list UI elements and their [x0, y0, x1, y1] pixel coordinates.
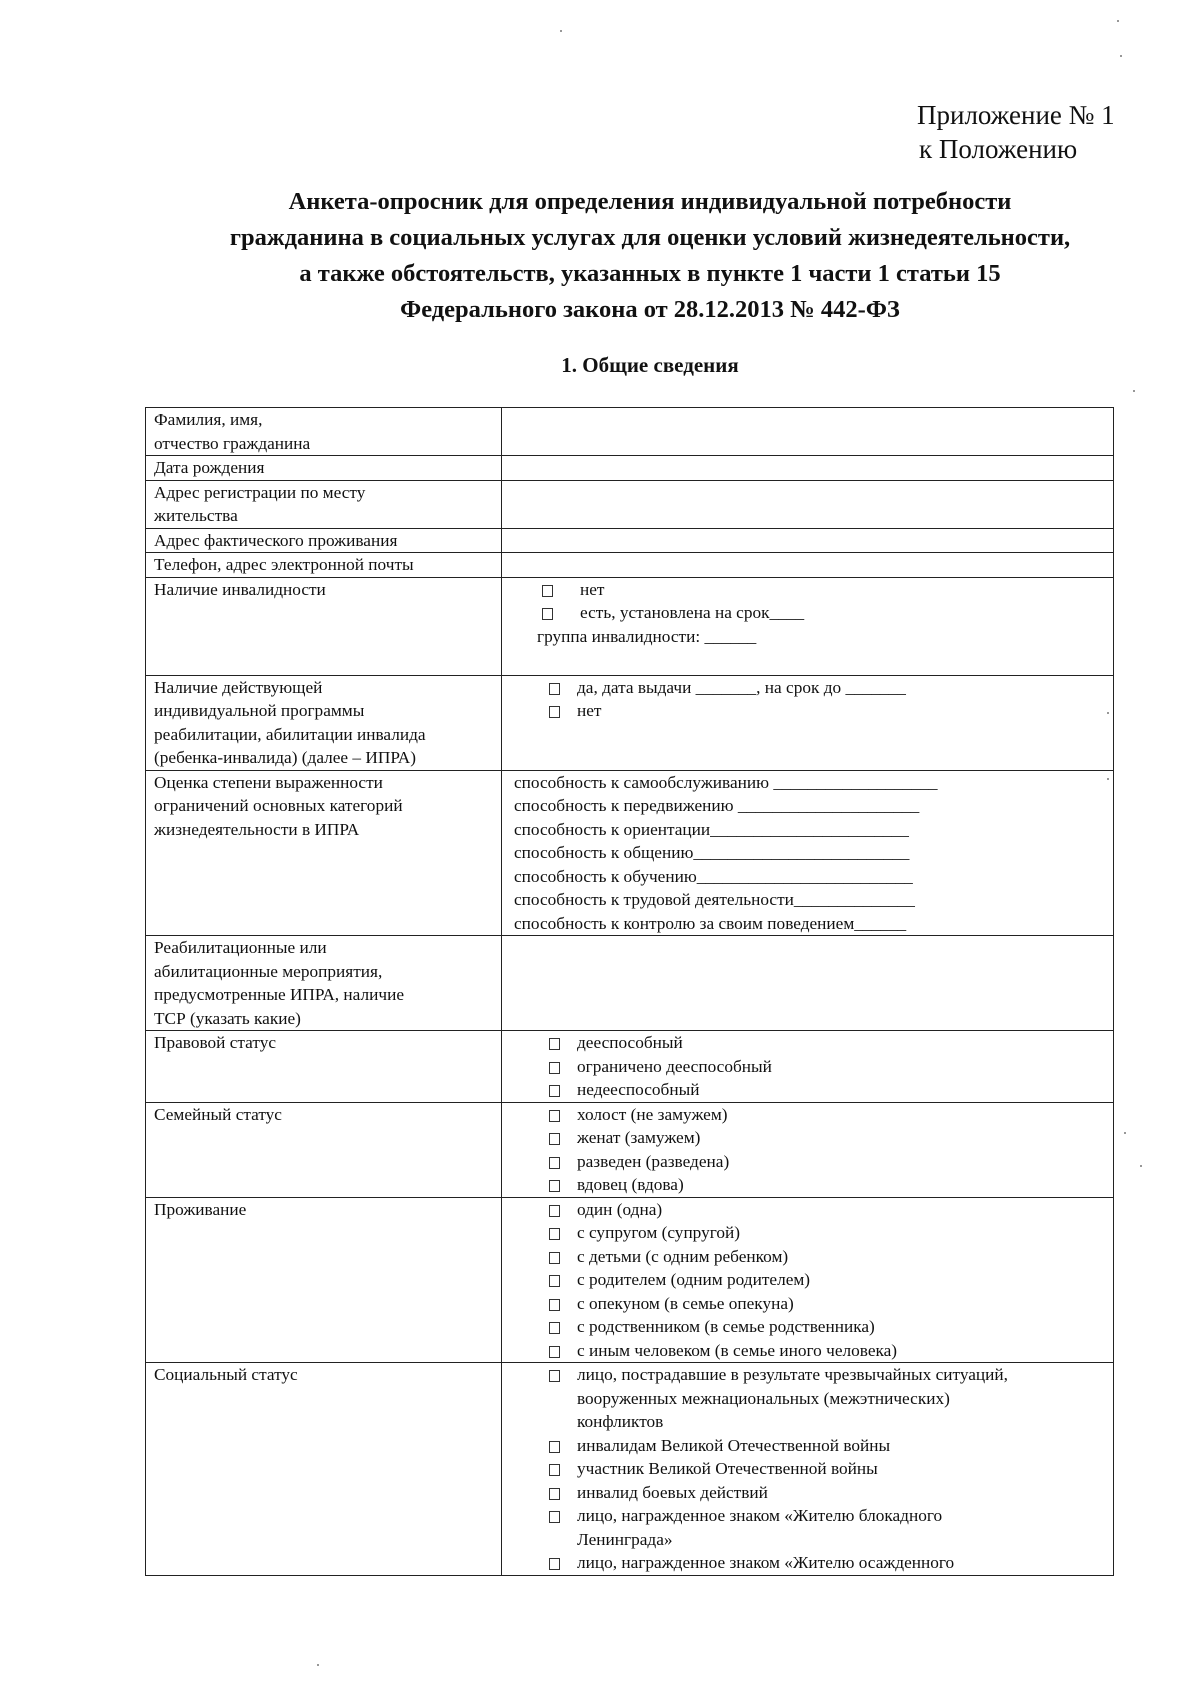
option-ipra-no[interactable]: нет: [549, 699, 1105, 723]
label-ipra-line-1: Наличие действующей: [154, 677, 323, 697]
label-actual-address: Адрес фактического проживания: [146, 528, 502, 553]
scan-speck: [1107, 712, 1109, 714]
option-social-besieged-city[interactable]: лицо, награжденное знаком «Жителю осажденного: [549, 1551, 1105, 1575]
title-line-4: Федерального закона от 28.12.2013 № 442-ФЗ: [400, 296, 900, 323]
checkbox-icon[interactable]: [549, 1558, 560, 1570]
appendix-note: [917, 98, 1115, 166]
label-ipra-line-2: индивидуальной программы: [154, 701, 365, 720]
checkbox-icon[interactable]: [549, 1205, 560, 1217]
checkbox-icon[interactable]: [549, 1299, 560, 1311]
option-ipra-yes[interactable]: да, дата выдачи _______, на срок до _______: [549, 676, 1105, 700]
label-ipra-line-3: реабилитации, абилитации инвалида: [154, 724, 426, 744]
title-line-3: а также обстоятельств, указанных в пункте 1 части 1 статьи 15: [299, 260, 1001, 287]
option-legal-capable[interactable]: дееспособный: [549, 1031, 1105, 1055]
scan-speck: [1107, 778, 1109, 780]
field-family-status: [502, 1102, 1114, 1197]
label-assess-line-3: жизнедеятельности в ИПРА: [154, 819, 360, 839]
option-social-combat-disabled[interactable]: инвалид боевых действий: [549, 1481, 1105, 1505]
label-phone-email: Телефон, адрес электронной почты: [146, 553, 502, 578]
option-living-parent[interactable]: с родителем (одним родителем): [549, 1268, 1105, 1292]
label-reg-line-1: Адрес регистрации по месту: [154, 482, 366, 502]
label-assess-line-1: Оценка степени выраженности: [154, 772, 383, 792]
checkbox-icon[interactable]: [549, 1322, 560, 1334]
checkbox-icon[interactable]: [549, 1275, 560, 1287]
ability-self-care[interactable]: способность к самообслуживанию ___________________: [514, 772, 938, 792]
field-birth-date[interactable]: [502, 456, 1114, 481]
field-living: [502, 1197, 1114, 1363]
option-social-leningrad-siege[interactable]: лицо, награжденное знаком «Жителю блокадного Ленинграда»: [549, 1504, 1105, 1551]
row-fio: [146, 408, 1114, 456]
ability-orientation[interactable]: способность к ориентации_______________________: [514, 819, 909, 839]
general-info-table: [145, 407, 1114, 1576]
ability-communication[interactable]: способность к общению_________________________: [514, 843, 910, 862]
label-limitation-assessment: [146, 770, 502, 936]
scan-speck: [317, 1664, 319, 1666]
field-social-status: [502, 1363, 1114, 1576]
checkbox-icon[interactable]: [549, 1488, 560, 1500]
checkbox-icon[interactable]: [549, 1110, 560, 1122]
label-family-status: Семейный статус: [146, 1102, 502, 1197]
row-legal-status: [146, 1031, 1114, 1103]
label-birth-date: Дата рождения: [146, 456, 502, 481]
document-title: [130, 184, 1170, 328]
row-social-status: [146, 1363, 1114, 1576]
scan-speck: [560, 30, 562, 32]
appendix-line-2: к Положению: [919, 134, 1078, 164]
option-family-married[interactable]: женат (замужем): [549, 1126, 1105, 1150]
label-fio-line-2: отчество гражданина: [154, 433, 311, 453]
label-social-status: Социальный статус: [146, 1363, 502, 1576]
row-family-status: [146, 1102, 1114, 1197]
label-legal-status: Правовой статус: [146, 1031, 502, 1103]
checkbox-icon[interactable]: [549, 1346, 560, 1358]
row-limitation-assessment: [146, 770, 1114, 936]
option-disability-no[interactable]: нет: [542, 578, 1105, 602]
option-living-other[interactable]: с иным человеком (в семье иного человека): [549, 1339, 1105, 1363]
checkbox-icon[interactable]: [549, 1464, 560, 1476]
row-actual-address: [146, 528, 1114, 553]
ability-movement[interactable]: способность к передвижению _____________________: [514, 796, 920, 815]
option-social-emergency-victim[interactable]: лицо, пострадавшие в результате чрезвычайных ситуаций, вооруженных межнациональных (межэтнических) конфликтов: [549, 1363, 1105, 1434]
option-living-alone[interactable]: один (одна): [549, 1198, 1105, 1222]
field-ipra: [502, 675, 1114, 770]
row-phone-email: [146, 553, 1114, 578]
section-title: 1. Общие сведения: [561, 353, 739, 377]
field-phone-email[interactable]: [502, 553, 1114, 578]
checkbox-icon[interactable]: [549, 683, 560, 695]
row-disability: [146, 577, 1114, 675]
label-ipra: [146, 675, 502, 770]
field-fio[interactable]: [502, 408, 1114, 456]
field-legal-status: [502, 1031, 1114, 1103]
disability-group: группа инвалидности: ______: [537, 626, 757, 646]
label-assess-line-2: ограничений основных категорий: [154, 796, 403, 815]
field-rehabilitation[interactable]: [502, 936, 1114, 1031]
row-birth-date: [146, 456, 1114, 481]
checkbox-icon[interactable]: [549, 1228, 560, 1240]
option-disability-yes[interactable]: есть, установлена на срок____: [542, 601, 1105, 625]
checkbox-icon[interactable]: [549, 1441, 560, 1453]
scan-speck: [1140, 1165, 1142, 1167]
checkbox-icon[interactable]: [549, 1180, 560, 1192]
ability-behavior-control[interactable]: способность к контролю за своим поведением______: [514, 913, 907, 933]
checkbox-icon[interactable]: [542, 585, 553, 597]
scan-speck: [1133, 390, 1135, 392]
label-disability: Наличие инвалидности: [146, 577, 502, 675]
checkbox-icon[interactable]: [549, 1062, 560, 1074]
label-registration-address: [146, 480, 502, 528]
ability-learning[interactable]: способность к обучению_________________________: [514, 866, 913, 886]
checkbox-icon[interactable]: [542, 608, 553, 620]
option-living-guardian[interactable]: с опекуном (в семье опекуна): [549, 1292, 1105, 1316]
label-rehab-line-1: Реабилитационные или: [154, 938, 327, 957]
field-registration-address[interactable]: [502, 480, 1114, 528]
field-limitation-assessment: [502, 770, 1114, 936]
option-living-relative[interactable]: с родственником (в семье родственника): [549, 1315, 1105, 1339]
field-actual-address[interactable]: [502, 528, 1114, 553]
row-living: [146, 1197, 1114, 1363]
label-fio-line-1: Фамилия, имя,: [154, 410, 263, 429]
row-rehabilitation: [146, 936, 1114, 1031]
label-rehab-line-4: ТСР (указать какие): [154, 1008, 301, 1028]
label-rehabilitation: [146, 936, 502, 1031]
scan-speck: [1120, 55, 1122, 57]
appendix-line-1: Приложение № 1: [917, 100, 1115, 130]
checkbox-icon[interactable]: [549, 1085, 560, 1097]
option-legal-limited[interactable]: ограничено дееспособный: [549, 1055, 1105, 1079]
option-living-spouse[interactable]: с супругом (супругой): [549, 1221, 1105, 1245]
option-living-children[interactable]: с детьми (с одним ребенком): [549, 1245, 1105, 1269]
checkbox-icon[interactable]: [549, 1133, 560, 1145]
checkbox-icon[interactable]: [549, 1370, 560, 1382]
option-social-wwii-participant[interactable]: участник Великой Отечественной войны: [549, 1457, 1105, 1481]
option-family-divorced[interactable]: разведен (разведена): [549, 1150, 1105, 1174]
label-reg-line-2: жительства: [154, 506, 238, 525]
option-social-wwii-disabled[interactable]: инвалидам Великой Отечественной войны: [549, 1434, 1105, 1458]
option-legal-incapable[interactable]: недееспособный: [549, 1078, 1105, 1102]
checkbox-icon[interactable]: [549, 706, 560, 718]
row-ipra: [146, 675, 1114, 770]
scan-speck: [1117, 20, 1119, 22]
checkbox-icon[interactable]: [549, 1157, 560, 1169]
checkbox-icon[interactable]: [549, 1252, 560, 1264]
checkbox-icon[interactable]: [549, 1511, 560, 1523]
title-line-2: гражданина в социальных услугах для оценки условий жизнедеятельности,: [229, 224, 1071, 251]
label-fio: [146, 408, 502, 456]
option-family-single[interactable]: холост (не замужем): [549, 1103, 1105, 1127]
label-ipra-line-4: (ребенка-инвалида) (далее – ИПРА): [154, 748, 416, 767]
field-disability: [502, 577, 1114, 675]
label-rehab-line-3: предусмотренные ИПРА, наличие: [154, 985, 404, 1004]
label-rehab-line-2: абилитационные мероприятия,: [154, 961, 383, 981]
checkbox-icon[interactable]: [549, 1038, 560, 1050]
title-line-1: Анкета-опросник для определения индивидуальной потребности: [288, 188, 1012, 215]
label-living: Проживание: [146, 1197, 502, 1363]
ability-work[interactable]: способность к трудовой деятельности______________: [514, 890, 915, 909]
scan-speck: [1124, 1132, 1126, 1134]
option-family-widowed[interactable]: вдовец (вдова): [549, 1173, 1105, 1197]
row-registration-address: [146, 480, 1114, 528]
